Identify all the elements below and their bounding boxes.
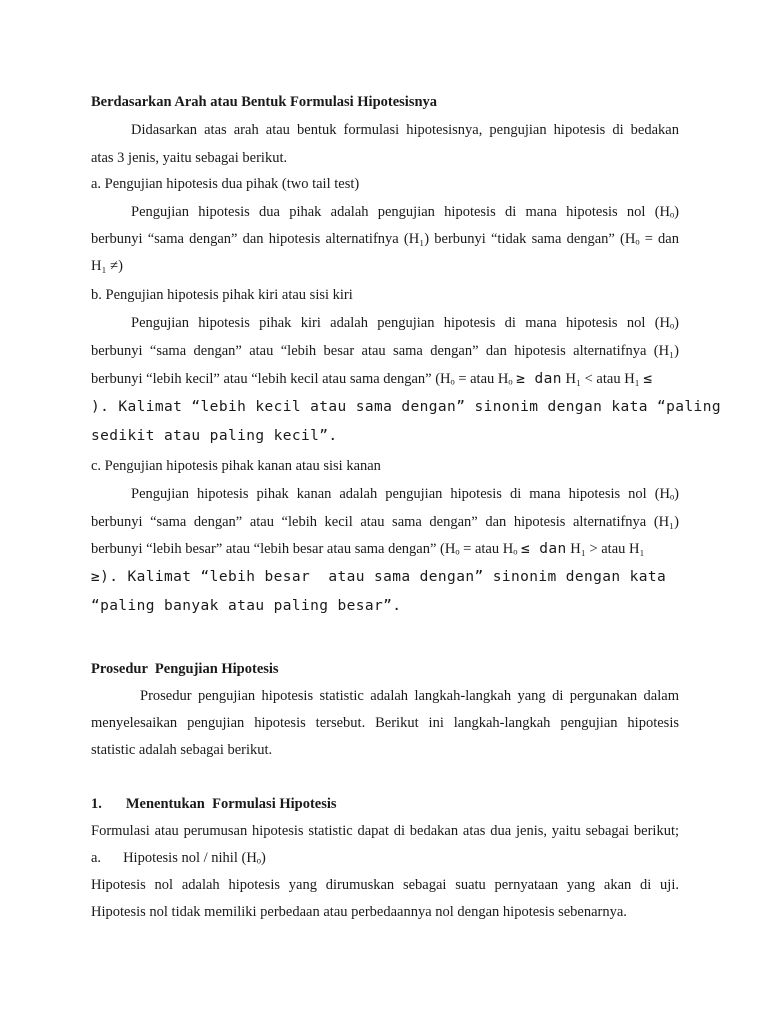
hipotesis-nol-line-1: Hipotesis nol adalah hipotesis yang dirumuskan sebagai suatu pernyataan yang akan di uji. bbox=[91, 877, 679, 893]
sub-a-label: a. bbox=[91, 850, 102, 866]
item-a-line-1: Pengujian hipotesis dua pihak adalah pengujian hipotesis di mana hipotesis nol (Hₒ) bbox=[131, 204, 679, 220]
item-a-heading: a. Pengujian hipotesis dua pihak (two tail test) bbox=[91, 176, 360, 192]
item-a-line-2: berbunyi “sama dengan” dan hipotesis alternatifnya (H₁) berbunyi “tidak sama dengan” (Hₒ = dan bbox=[91, 231, 679, 247]
item-b-line-5: sedikit atau paling kecil”. bbox=[91, 428, 338, 444]
item-c-heading: c. Pengujian hipotesis pihak kanan atau sisi kanan bbox=[91, 458, 381, 474]
hipotesis-nol-line-2: Hipotesis nol tidak memiliki perbedaan atau perbedaannya nol dengan hipotesis sebenarnya. bbox=[91, 904, 627, 920]
prosedur-line-3: statistic adalah sebagai berikut. bbox=[91, 742, 273, 758]
prosedur-line-1: Prosedur pengujian hipotesis statistic adalah langkah-langkah yang di pergunakan dalam bbox=[140, 688, 679, 704]
section-title-arah: Berdasarkan Arah atau Bentuk Formulasi Hipotesisnya bbox=[91, 94, 438, 110]
item-a-line-3: H₁ ≠) bbox=[91, 258, 123, 274]
item-c-line-3-h1: H₁ > atau H₁ bbox=[570, 541, 645, 557]
step-1-title: Menentukan Formulasi Hipotesis bbox=[125, 796, 337, 812]
item-c-line-1: Pengujian hipotesis pihak kanan adalah pengujian hipotesis di mana hipotesis nol (Hₒ) bbox=[131, 486, 679, 502]
sub-a-title: Hipotesis nol / nihil (Hₒ) bbox=[123, 850, 266, 866]
step-1-line-1: Formulasi atau perumusan hipotesis statistic dapat di bedakan atas dua jenis, yaitu sebagai berikut; bbox=[91, 823, 679, 839]
item-b-line-3-symbol: ≥ dan bbox=[516, 371, 562, 387]
item-c-line-5: “paling banyak atau paling besar”. bbox=[91, 598, 402, 614]
section-title-prosedur: Prosedur Pengujian Hipotesis bbox=[91, 661, 279, 677]
step-1-heading bbox=[91, 794, 679, 814]
intro-line-1: Didasarkan atas arah atau bentuk formulasi hipotesisnya, pengujian hipotesis di bedakan bbox=[131, 122, 679, 138]
item-c-line-3 bbox=[91, 539, 679, 559]
item-b-line-3-h1: H₁ < atau H₁ bbox=[565, 371, 640, 387]
item-b-heading: b. Pengujian hipotesis pihak kiri atau sisi kiri bbox=[91, 287, 353, 303]
prosedur-line-2: menyelesaikan pengujian hipotesis tersebut. Berikut ini langkah-langkah pengujian hipotesis bbox=[91, 715, 679, 731]
item-b-line-3 bbox=[91, 369, 679, 389]
item-b-line-3-text: berbunyi “lebih kecil” atau “lebih kecil atau sama dengan” (Hₒ = atau Hₒ bbox=[91, 371, 513, 387]
item-b-line-2: berbunyi “sama dengan” atau “lebih besar atau sama dengan” dan hipotesis alternatifnya (H₁) bbox=[91, 343, 679, 359]
item-b-line-4: ). Kalimat “lebih kecil atau sama dengan” sinonim dengan kata “paling bbox=[91, 399, 721, 415]
item-b-line-3-symbol-2: ≤ bbox=[643, 371, 653, 387]
item-c-line-4: ≥). Kalimat “lebih besar atau sama dengan” sinonim dengan kata bbox=[91, 569, 667, 585]
item-b-line-1: Pengujian hipotesis pihak kiri adalah pengujian hipotesis di mana hipotesis nol (Hₒ) bbox=[131, 315, 679, 331]
intro-line-2: atas 3 jenis, yaitu sebagai berikut. bbox=[91, 150, 288, 166]
item-c-line-3-text: berbunyi “lebih besar” atau “lebih besar atau sama dengan” (Hₒ = atau Hₒ bbox=[91, 541, 518, 557]
item-c-line-3-symbol: ≤ dan bbox=[521, 541, 567, 557]
sub-a-heading bbox=[91, 848, 679, 868]
step-1-number: 1. bbox=[91, 796, 102, 812]
item-c-line-2: berbunyi “sama dengan” atau “lebih kecil atau sama dengan” dan hipotesis alternatifnya (H₁) bbox=[91, 514, 679, 530]
